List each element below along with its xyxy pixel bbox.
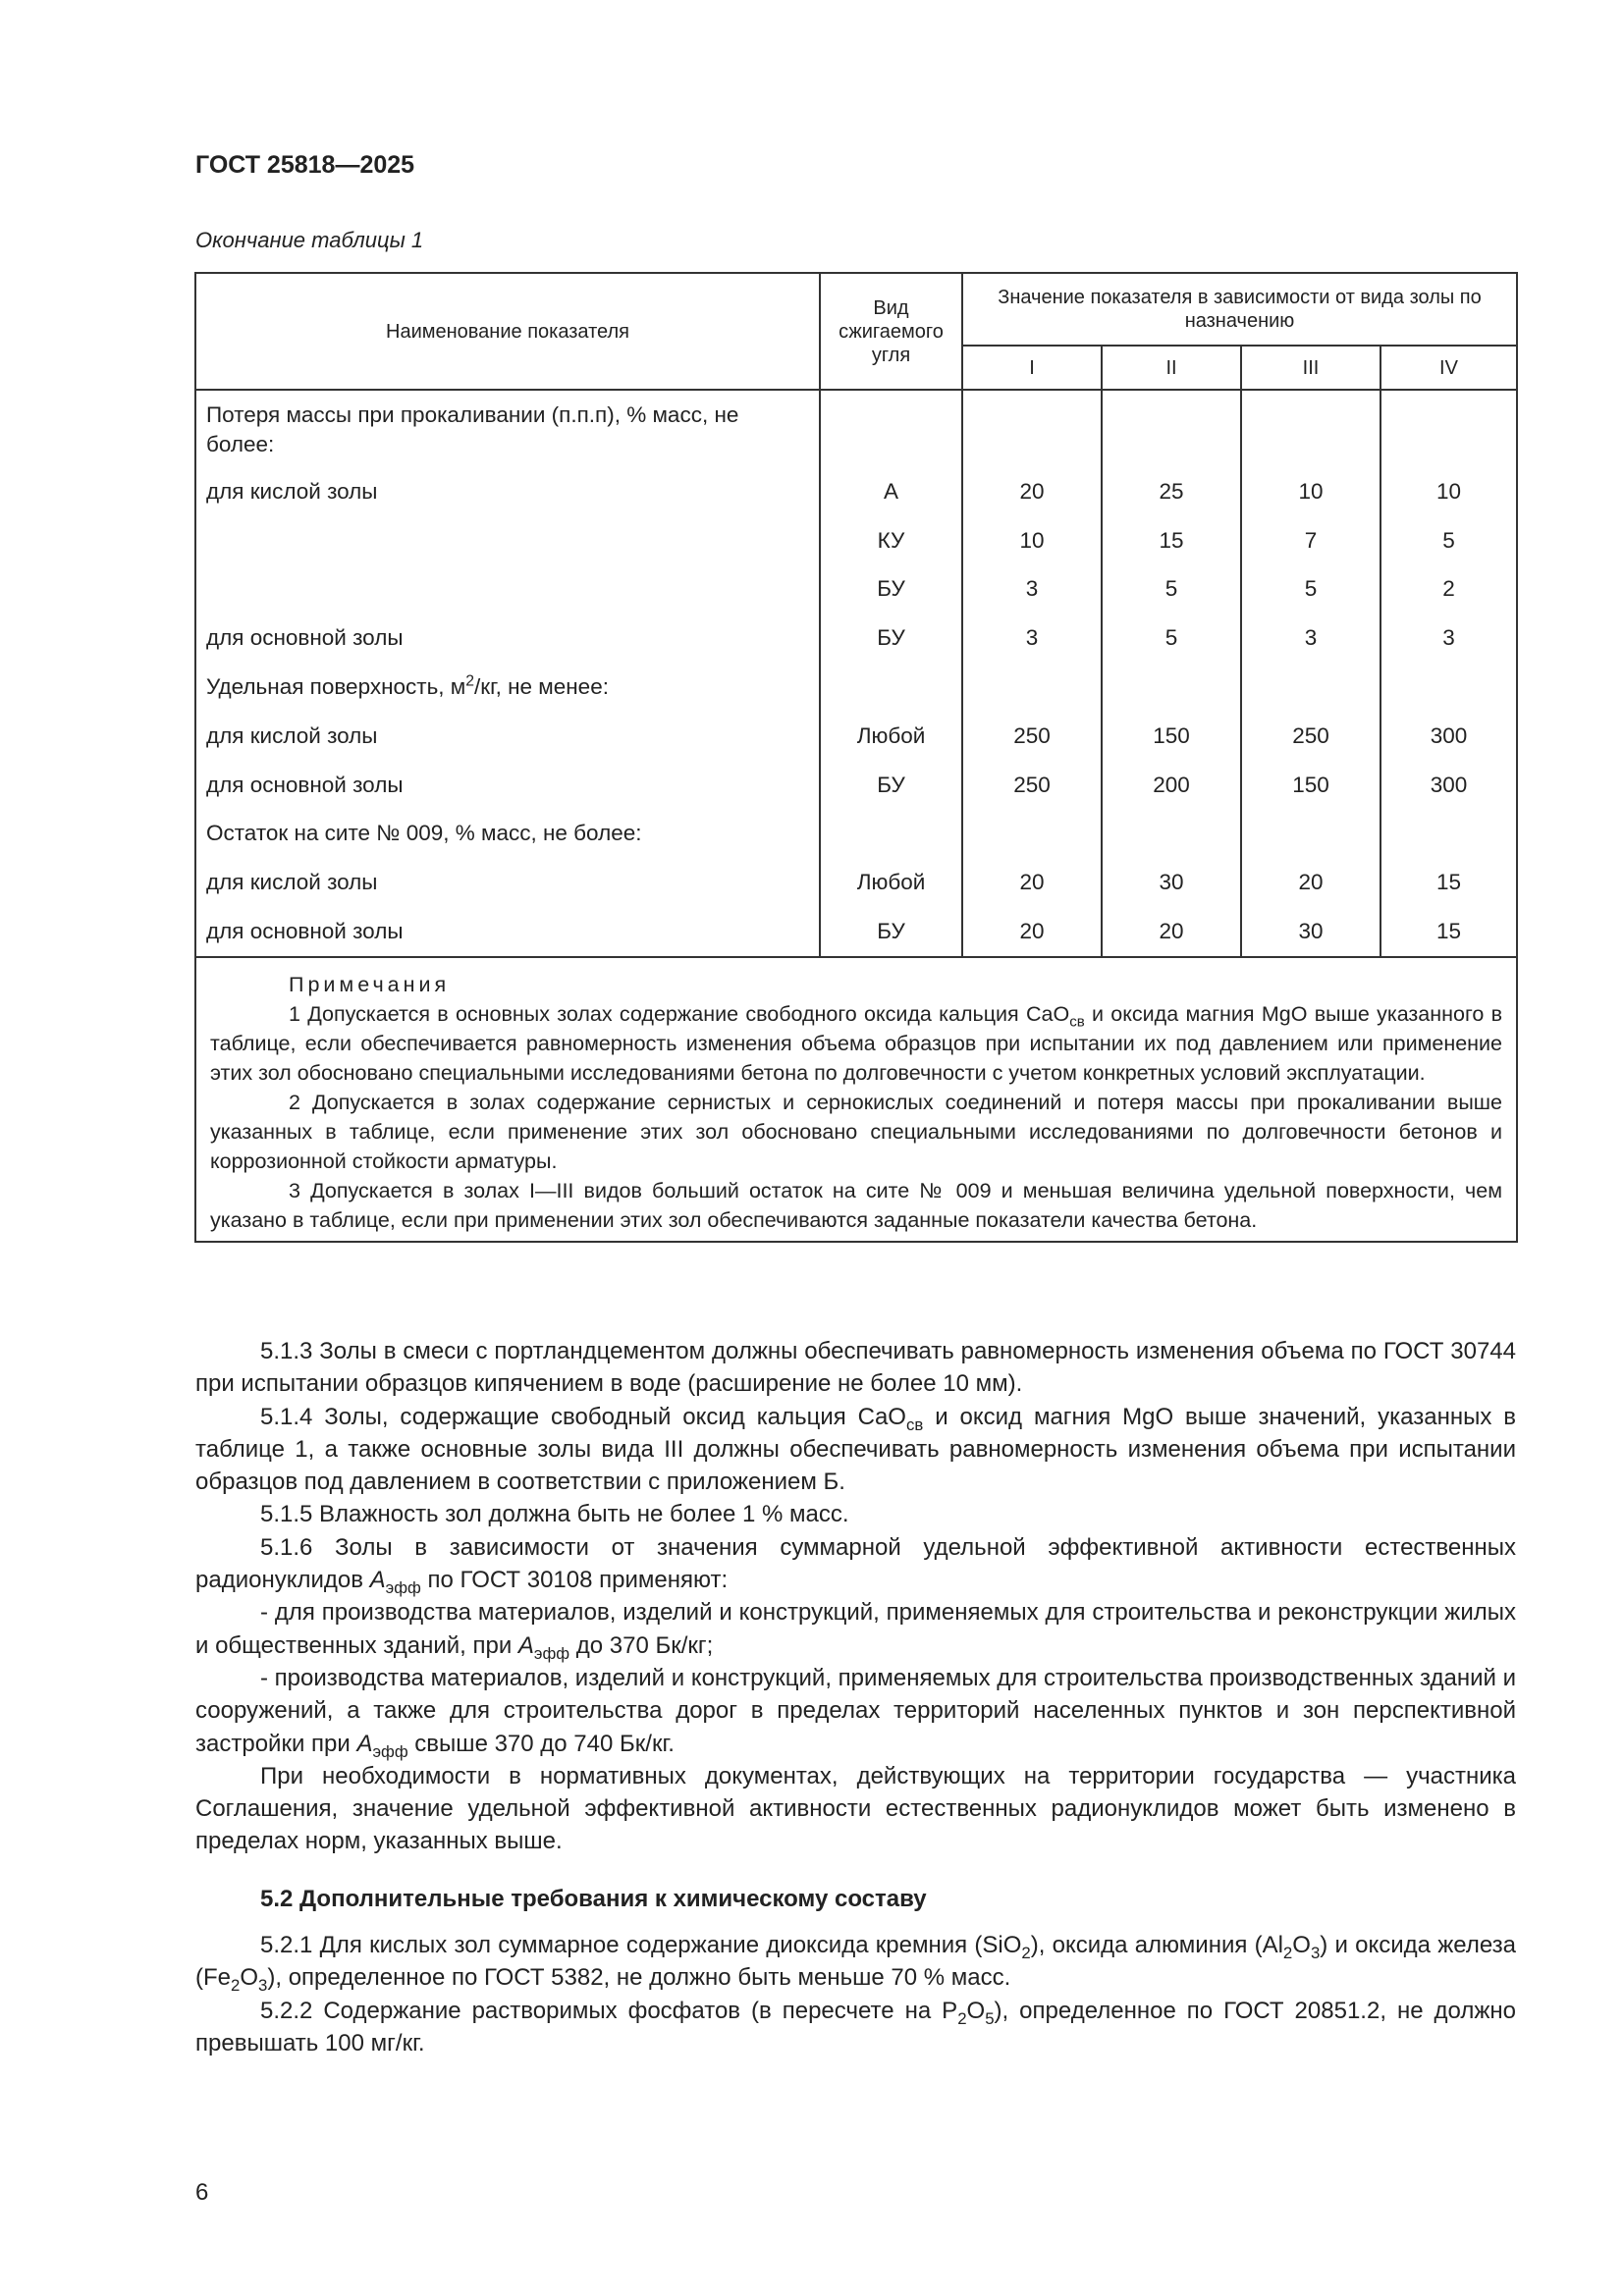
note-1: 1 Допускается в основных золах содержание свободного оксида кальция CaO$_{св}$ и оксида магния MgO выше указанного в таблице, если обеспечивается равномерность изменения объема образцов при испытании их под давлением или применение этих зол обосновано специальными исследованиями бетона по долговечности с учетом конкретных условий эксплуатации. (210, 1001, 1502, 1085)
cell-value: 7 (1241, 516, 1380, 565)
table-row (195, 467, 1517, 516)
table-row (195, 614, 1517, 663)
list-item: - для производства материалов, изделий и конструкций, применяемых для строительства и реконструкции жилых и общественных зданий, при $А_{эфф}$ до 370 Бк/кг; (195, 1599, 1516, 1663)
cell-value: 20 (962, 467, 1102, 516)
notes-title: Примечания (289, 972, 451, 996)
table-row (195, 810, 1517, 859)
note-2: 2 Допускается в золах содержание сернистых и сернокислых соединений и потеря массы при прокаливании выше указанных в таблице, если применение этих зол обосновано специальными исследованиями по долговечности бетонов и коррозионной стойкости арматуры. (210, 1090, 1502, 1173)
document-header: ГОСТ 25818—2025 (195, 151, 415, 179)
row-name: для кислой золы (195, 467, 820, 516)
col-header-type: IV (1380, 346, 1517, 390)
cell-value: 5 (1241, 565, 1380, 614)
table-notes (195, 957, 1517, 1242)
paragraph-extra: При необходимости в нормативных документах, действующих на территории государства — участника Соглашения, значение удельной эффективной активности естественных радионуклидов может быть изменено в пределах норм, указанных выше. (195, 1762, 1516, 1855)
cell-value: 10 (1380, 467, 1517, 516)
row-name: Потеря массы при прокаливании (п.п.п), % масс, не более: (195, 390, 820, 467)
cell-value: 250 (962, 761, 1102, 810)
table-row (195, 761, 1517, 810)
paragraph-5-2-2: 5.2.2 Содержание растворимых фосфатов (в пересчете на $P_2O_5$), определенное по ГОСТ 20851.2, не должно превышать 100 мг/кг. (195, 1997, 1517, 2056)
row-name: для основной золы (195, 907, 820, 957)
col-header-type: I (962, 346, 1102, 390)
cell-value: 20 (1241, 858, 1380, 907)
paragraph-5-1-3: 5.1.3 Золы в смеси с портландцементом должны обеспечивать равномерность изменения объема по ГОСТ 30744 при испытании образцов кипячением в воде (расширение не более 10 мм). (195, 1338, 1516, 1398)
row-coal: БУ (820, 614, 962, 663)
paragraph-5-2-1: 5.2.1 Для кислых зол суммарное содержание диоксида кремния (SiO$_2$), оксида алюминия $(Al_2O_3)$ и оксида железа $(Fe_2O_3)$, определенное по ГОСТ 5382, не должно быть меньше 70 % масс. (195, 1932, 1517, 1996)
table-row (195, 663, 1517, 712)
cell-value: 3 (1380, 614, 1517, 663)
cell-value: 150 (1102, 712, 1241, 761)
cell-value: 20 (962, 907, 1102, 957)
cell-value: 150 (1241, 761, 1380, 810)
row-coal: БУ (820, 907, 962, 957)
table-1 (194, 272, 1518, 1243)
cell-value: 200 (1102, 761, 1241, 810)
col-header-value: Значение показателя в зависимости от вида золы по назначению (962, 273, 1517, 346)
col-header-name: Наименование показателя (195, 273, 820, 390)
row-name: для кислой золы (195, 858, 820, 907)
section-heading-5-2: 5.2 Дополнительные требования к химическому составу (260, 1885, 927, 1912)
cell-value: 15 (1380, 858, 1517, 907)
list-item: - производства материалов, изделий и конструкций, применяемых для строительства производственных зданий и сооружений, а также для строительства дорог в пределах территорий населенных пунктов и зон перспективной застройки при $А_{эфф}$ свыше 370 до 740 Бк/кг. (195, 1664, 1516, 1761)
row-coal: БУ (820, 761, 962, 810)
table-row (195, 712, 1517, 761)
cell-value: 3 (1241, 614, 1380, 663)
paragraph-5-1-6: 5.1.6 Золы в зависимости от значения суммарной удельной эффективной активности естественных радионуклидов $А_{эфф}$ по ГОСТ 30108 применяют: (195, 1533, 1516, 1597)
cell-value: 5 (1102, 614, 1241, 663)
cell-value: 15 (1380, 907, 1517, 957)
paragraph-5-1-5: 5.1.5 Влажность зол должна быть не более 1 % масс. (260, 1501, 849, 1528)
table-row (195, 390, 1517, 467)
cell-value: 20 (1102, 907, 1241, 957)
cell-value: 30 (1102, 858, 1241, 907)
row-name: для основной золы (195, 761, 820, 810)
table-row (195, 516, 1517, 565)
row-name (195, 516, 820, 565)
paragraph-5-1-4: 5.1.4 Золы, содержащие свободный оксид кальция CaO$_{св}$ и оксид магния MgO выше значений, указанных в таблице 1, а также основные золы вида III должны обеспечивать равномерность изменения объема при испытании образцов под давлением в соответствии с приложением Б. (195, 1403, 1516, 1496)
cell-value: 300 (1380, 761, 1517, 810)
cell-value: 250 (962, 712, 1102, 761)
cell-value: 5 (1102, 565, 1241, 614)
col-header-type: II (1102, 346, 1241, 390)
body-text (195, 1335, 1516, 2059)
table-row (195, 907, 1517, 957)
cell-value: 20 (962, 858, 1102, 907)
cell-value: 3 (962, 565, 1102, 614)
cell-value: 15 (1102, 516, 1241, 565)
cell-value: 10 (962, 516, 1102, 565)
table-row (195, 858, 1517, 907)
row-name: Остаток на сите № 009, % масс, не более: (195, 810, 820, 859)
cell-value: 3 (962, 614, 1102, 663)
row-coal: А (820, 467, 962, 516)
row-coal: БУ (820, 565, 962, 614)
table-caption: Окончание таблицы 1 (195, 228, 424, 252)
row-coal: Любой (820, 858, 962, 907)
cell-value: 10 (1241, 467, 1380, 516)
cell-value: 2 (1380, 565, 1517, 614)
cell-value: 30 (1241, 907, 1380, 957)
cell-value: 250 (1241, 712, 1380, 761)
row-coal: Любой (820, 712, 962, 761)
row-name (195, 565, 820, 614)
note-3: 3 Допускается в золах I—III видов больший остаток на сите № 009 и меньшая величина удельной поверхности, чем указано в таблице, если при применении этих зол обеспечиваются заданные показатели качества бетона. (210, 1178, 1502, 1232)
table-row (195, 565, 1517, 614)
row-name: для основной золы (195, 614, 820, 663)
cell-value: 25 (1102, 467, 1241, 516)
col-header-coal: Вид сжигаемого угля (820, 273, 962, 390)
row-name: для кислой золы (195, 712, 820, 761)
page-number: 6 (195, 2179, 209, 2206)
cell-value: 5 (1380, 516, 1517, 565)
row-name: Удельная поверхность, $м^2/кг$, не менее: (195, 663, 820, 712)
col-header-type: III (1241, 346, 1380, 390)
row-coal: КУ (820, 516, 962, 565)
cell-value: 300 (1380, 712, 1517, 761)
